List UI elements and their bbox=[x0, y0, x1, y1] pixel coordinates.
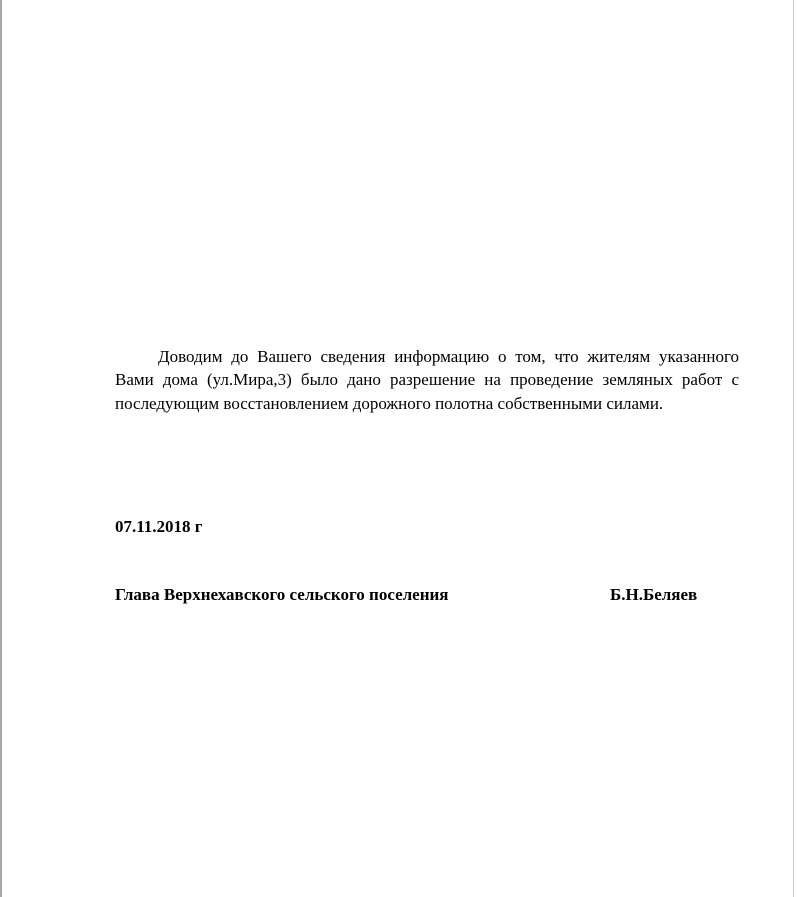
signer-name: Б.Н.Беляев bbox=[610, 585, 698, 604]
page-left-edge bbox=[0, 0, 2, 897]
letter-body-paragraph: Доводим до Вашего сведения информацию о том, что жителям указанного Вами дома (ул.Мира,3) было дано разрешение на проведение земляных работ с последующим восстановлением дорожного полотна собственными силами. bbox=[115, 347, 739, 413]
signature-block bbox=[115, 584, 715, 606]
page-right-edge bbox=[793, 0, 794, 897]
letter-date: 07.11.2018 г bbox=[115, 517, 203, 536]
signer-title: Глава Верхнехавского сельского поселения bbox=[115, 585, 449, 604]
